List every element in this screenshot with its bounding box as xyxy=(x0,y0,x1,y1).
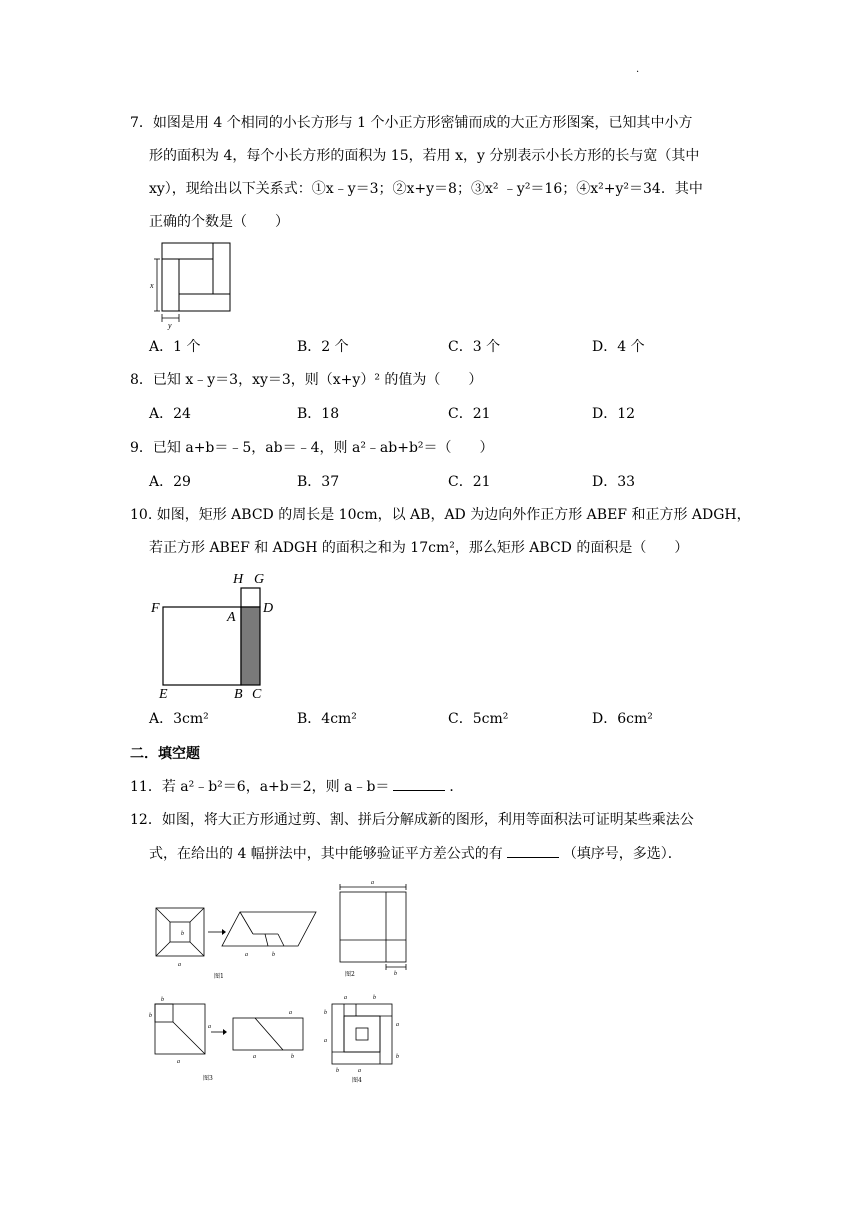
q12-fig4-a-left: a xyxy=(324,1038,327,1044)
q8-stem: 8．已知 x﹣y＝3，xy＝3，则（x+y）² 的值为（ ） xyxy=(130,372,483,388)
q12-fig3-a-right: a xyxy=(208,1024,211,1030)
q7-line-4: 正确的个数是（ ） xyxy=(149,214,289,230)
q12-fig3-b-left: b xyxy=(149,1013,152,1019)
q8-option-c: C．21 xyxy=(448,406,491,422)
q12-fig3-b-top: b xyxy=(161,997,164,1003)
q12-fig3-a-rect-top: a xyxy=(289,1010,292,1016)
q7-line-1: 7．如图是用 4 个相同的小长方形与 1 个小正方形密铺而成的大正方形图案，已知其中小方 xyxy=(130,115,693,131)
q8-option-b: B．18 xyxy=(297,406,340,422)
q9-option-b: B．37 xyxy=(297,474,340,490)
q12-fig3-b-rect-bottom: b xyxy=(291,1054,294,1060)
q12-fig4-b-bottom: b xyxy=(336,1068,339,1074)
q10-line-1: 10. 如图，矩形 ABCD 的周长是 10cm，以 AB，AD 为边向外作正方形 ABEF 和正方形 ADGH， xyxy=(130,507,751,523)
q10-label-a: A xyxy=(227,610,236,625)
q12-fig2-a-label: a xyxy=(371,880,374,886)
q9-option-d: D．33 xyxy=(592,474,636,490)
q10-figure-rectangles xyxy=(148,566,278,700)
q10-label-c: C xyxy=(252,687,262,700)
q12-fig4-b-left: b xyxy=(324,1010,327,1016)
q7-line-2: 形的面积为 4，每个小长方形的面积为 15，若用 x，y 分别表示小长方形的长与宽（其中 xyxy=(149,148,700,164)
q10-option-b: B．4cm² xyxy=(297,711,357,727)
q11-stem xyxy=(130,776,463,797)
q11-text-before: 11．若 a²﹣b²＝6，a+b＝2，则 a﹣b＝ xyxy=(130,779,390,795)
q12-answer-blank[interactable] xyxy=(507,843,559,858)
q12-figure-4 xyxy=(318,990,408,1086)
q11-answer-blank[interactable] xyxy=(393,776,445,791)
q12-fig4-caption: 图4 xyxy=(352,1077,362,1084)
q10-label-f: F xyxy=(151,601,160,616)
q7-fig-x-label: x xyxy=(150,281,154,290)
q7-option-a: A．1 个 xyxy=(149,339,201,355)
q10-label-g: G xyxy=(254,572,265,587)
q10-option-c: C．5cm² xyxy=(448,711,509,727)
q12-fig4-a-right: a xyxy=(396,1022,399,1028)
q7-figure-pinwheel xyxy=(148,240,238,330)
q12-fig4-a-bottom: a xyxy=(358,1068,361,1074)
q10-label-b: B xyxy=(234,687,243,700)
q10-line-2: 若正方形 ABEF 和 ADGH 的面积之和为 17cm²，那么矩形 ABCD 的面积是（ ） xyxy=(149,540,689,556)
q12-fig2-b-label: b xyxy=(394,971,397,977)
q7-option-b: B．2 个 xyxy=(297,339,349,355)
q10-label-d: D xyxy=(263,601,274,616)
q12-fig1-caption: 图1 xyxy=(214,973,224,980)
page-corner-dot: . xyxy=(636,64,640,75)
q9-stem: 9．已知 a+b＝﹣5，ab＝﹣4，则 a²﹣ab+b²＝（ ） xyxy=(130,440,494,456)
q10-label-h: H xyxy=(233,572,244,587)
q12-text-before: 式，在给出的 4 幅拼法中，其中能够验证平方差公式的有 xyxy=(149,846,503,862)
q10-label-e: E xyxy=(159,687,168,700)
q12-fig4-a-top: a xyxy=(344,995,347,1001)
q7-option-c: C．3 个 xyxy=(448,339,501,355)
q7-option-d: D．4 个 xyxy=(592,339,645,355)
q12-fig3-caption: 图3 xyxy=(203,1075,213,1082)
q8-option-a: A．24 xyxy=(149,406,191,422)
section-fill-in-title: 二．填空题 xyxy=(130,746,200,762)
q12-fig1-b-label: b xyxy=(181,931,184,937)
q12-text-after: （填序号，多选）． xyxy=(562,846,682,862)
q12-line-1: 12．如图，将大正方形通过剪、割、拼后分解成新的图形，利用等面积法可证明某些乘法公 xyxy=(130,812,694,828)
q9-option-c: C．21 xyxy=(448,474,491,490)
q12-fig1-a2-label: a xyxy=(245,952,248,958)
q11-text-after: ． xyxy=(449,779,464,795)
q8-option-d: D．12 xyxy=(592,406,636,422)
q7-fig-y-label: y xyxy=(168,321,172,330)
q12-fig3-a-bottom: a xyxy=(177,1059,180,1065)
q7-line-3: xy），现给出以下关系式：①x﹣y＝3；②x+y＝8；③x² ﹣y²＝16；④x²+y²＝34．其中 xyxy=(149,181,703,197)
q10-option-a: A．3cm² xyxy=(149,711,209,727)
q12-figure-2 xyxy=(330,878,414,982)
q12-fig1-b2-label: b xyxy=(272,952,275,958)
q12-line-2 xyxy=(149,843,682,864)
q12-figure-3 xyxy=(145,992,315,1086)
q12-fig4-b-right: b xyxy=(396,1054,399,1060)
q12-fig2-caption: 图2 xyxy=(345,971,355,978)
q12-figure-1 xyxy=(150,900,320,984)
q10-option-d: D．6cm² xyxy=(592,711,653,727)
q12-fig3-a-rect-bottom: a xyxy=(253,1054,256,1060)
q12-fig1-a-label: a xyxy=(178,962,181,968)
q12-fig4-b-top: b xyxy=(373,995,376,1001)
q9-option-a: A．29 xyxy=(149,474,191,490)
